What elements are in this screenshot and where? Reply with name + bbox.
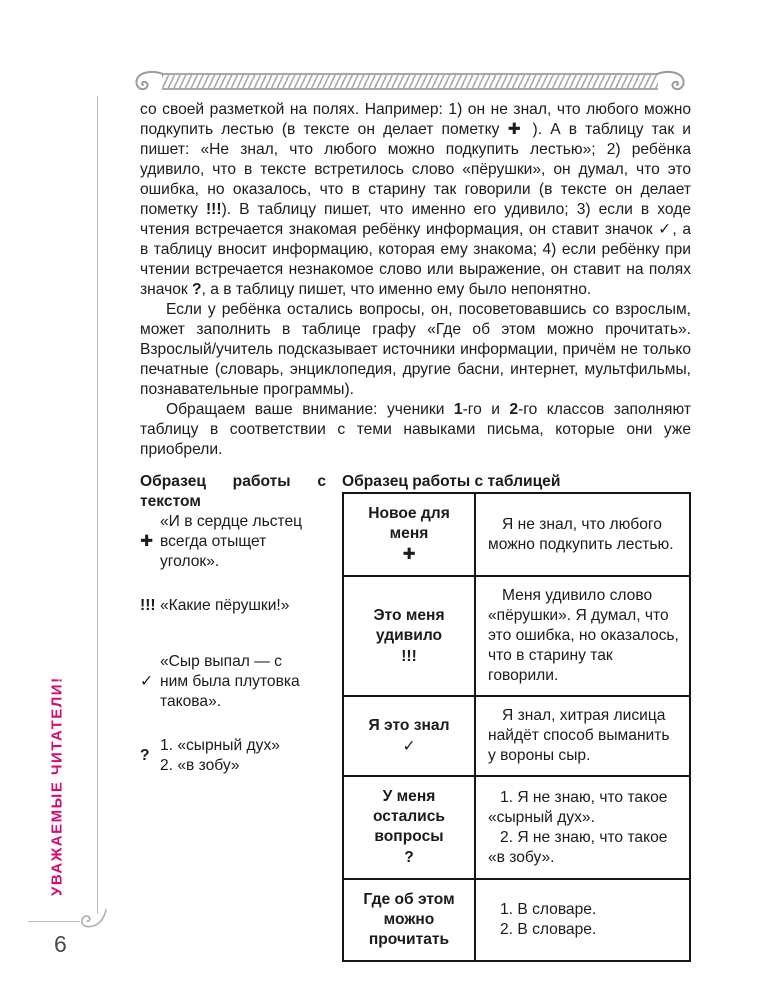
cell-line: 1. В словаре.: [500, 901, 597, 918]
paragraph-1-text: ). А в таблицу так и пишет: «Не знал, что любого можно подкупить лестью»; 2) ребёнка удивило, что в тексте встретилось слово «пёрушки», он думал, что это ошибка, но оказалось, что в старину так говорили (в тексте он делает пометку: [140, 121, 691, 218]
ornament-band: [162, 73, 658, 90]
row-title: Где об этом можно прочитать: [363, 891, 455, 948]
table-row: [343, 576, 690, 696]
paragraph-1-text: ). В таблицу пишет, что именно его удивило; 3) если в ходе чтения встречается знакомая ребёнку информация, он ставит значок ✓, а в таблицу вносит информацию, которая ему знакома; 4) если ребёнку при чтении встречается незнакомое слово или выражение, он ставит на полях значок: [140, 201, 691, 298]
text-sample-heading: Образец работы с текстом: [140, 473, 326, 510]
plus-symbol: ✚: [402, 546, 416, 563]
cell-line: 2. В словаре.: [500, 921, 597, 938]
list-item: [140, 652, 326, 712]
list-item: [140, 736, 326, 776]
scroll-curl-bottom-icon: [76, 908, 110, 938]
table-row: [343, 879, 690, 961]
question-mark: ?: [192, 281, 202, 298]
text-sample-column: [140, 472, 326, 800]
table-row: [343, 776, 690, 879]
row-content-cell: [475, 879, 690, 961]
check-marker: ✓: [140, 673, 154, 690]
check-symbol: ✓: [402, 737, 416, 755]
quote-text: «И в сердце льстец всегда отыщет уголок».: [160, 513, 303, 570]
plus-mark: ✚: [507, 121, 525, 138]
top-ornament-border: [130, 66, 690, 96]
list-item: [140, 596, 326, 616]
grade-2-number: 2: [509, 401, 519, 418]
row-content-cell: [475, 493, 690, 576]
cell-text: Я знал, хитрая лисица найдёт способ выманить у вороны сыр.: [488, 707, 670, 764]
main-content: [140, 100, 691, 962]
quote-text: «Сыр выпал — с ним была плутовка такова».: [160, 653, 300, 710]
paragraph-3-text: -го и: [462, 401, 510, 418]
cell-text: Я не знал, что любого можно подкупить лестью.: [488, 515, 674, 553]
quote-text: «Какие пёрушки!»: [160, 597, 290, 614]
left-rail-foot-line: [28, 921, 80, 922]
grade-1-number: 1: [453, 401, 463, 418]
row-title: У меня остались вопросы: [372, 788, 446, 845]
row-header-cell: [343, 493, 475, 576]
row-title: Я это знал: [368, 716, 450, 734]
row-header-cell: [343, 879, 475, 961]
plus-marker: ✚: [140, 533, 154, 550]
paragraph-3-text: Обращаем ваше внимание: ученики: [166, 401, 454, 418]
cell-line: 2. Я не знаю, что такое «в зобу».: [488, 828, 668, 866]
question-marker: ?: [140, 747, 150, 764]
exclamation-marker: !!!: [140, 597, 156, 614]
table-row: [343, 493, 690, 576]
table-row: [343, 696, 690, 776]
row-content-cell: [475, 776, 690, 879]
cell-text: Меня удивило слово «пёрушки». Я думал, что это ошибка, но оказалось, что в старину так говорили.: [488, 587, 679, 684]
paragraph-1: [140, 100, 691, 300]
list-item: [140, 512, 326, 572]
paragraph-1-text: , а в таблицу пишет, что именно ему было непонятно.: [201, 281, 592, 298]
row-content-cell: [475, 576, 690, 696]
row-header-cell: [343, 576, 475, 696]
exclamation-mark: !!!: [205, 201, 222, 218]
samples-section: [140, 472, 691, 962]
row-title: Новое для меня: [368, 505, 450, 542]
quote-line: 1. «сырный дух»: [160, 737, 280, 754]
exclamation-symbol: !!!: [401, 647, 417, 665]
table-sample-column: [342, 472, 691, 962]
sidebar-vertical-title: УВАЖАЕМЫЕ ЧИТАТЕЛИ!: [48, 676, 66, 896]
paragraph-2: Если у ребёнка остались вопросы, он, посоветовавшись со взрослым, может заполнить в таблице графу «Где об этом можно прочитать». Взрослый/учитель подсказывает источники информации, причём не только печатные (словарь, энциклопедия, другие басни, интернет, мультфильмы, познавательные программы).: [140, 301, 691, 398]
scroll-curl-right-icon: [656, 66, 690, 96]
row-header-cell: [343, 696, 475, 776]
sample-table: [342, 492, 691, 962]
quote-text: [160, 736, 310, 776]
scroll-curl-left-icon: [130, 66, 164, 96]
cell-line: 1. Я не знаю, что такое «сырный дух».: [488, 788, 668, 826]
paragraph-1-text: со своей разметкой на полях. Например: 1) он не знал, что любого можно подкупить лестью (в тексте он делает пометку: [140, 101, 691, 138]
paragraph-3-text: -го классов заполняют таблицу в соответствии с теми навыками письма, которые они уже приобрели.: [140, 401, 691, 458]
table-sample-heading: Образец работы с таблицей: [342, 473, 561, 490]
row-title: Это меня удивило: [373, 606, 445, 644]
paragraph-3: [140, 400, 691, 460]
quote-line: 2. «в зобу»: [160, 757, 240, 774]
question-symbol: ?: [404, 849, 414, 866]
row-header-cell: [343, 776, 475, 879]
page-number: 6: [54, 931, 67, 957]
row-content-cell: [475, 696, 690, 776]
left-rail-line: [97, 96, 98, 914]
